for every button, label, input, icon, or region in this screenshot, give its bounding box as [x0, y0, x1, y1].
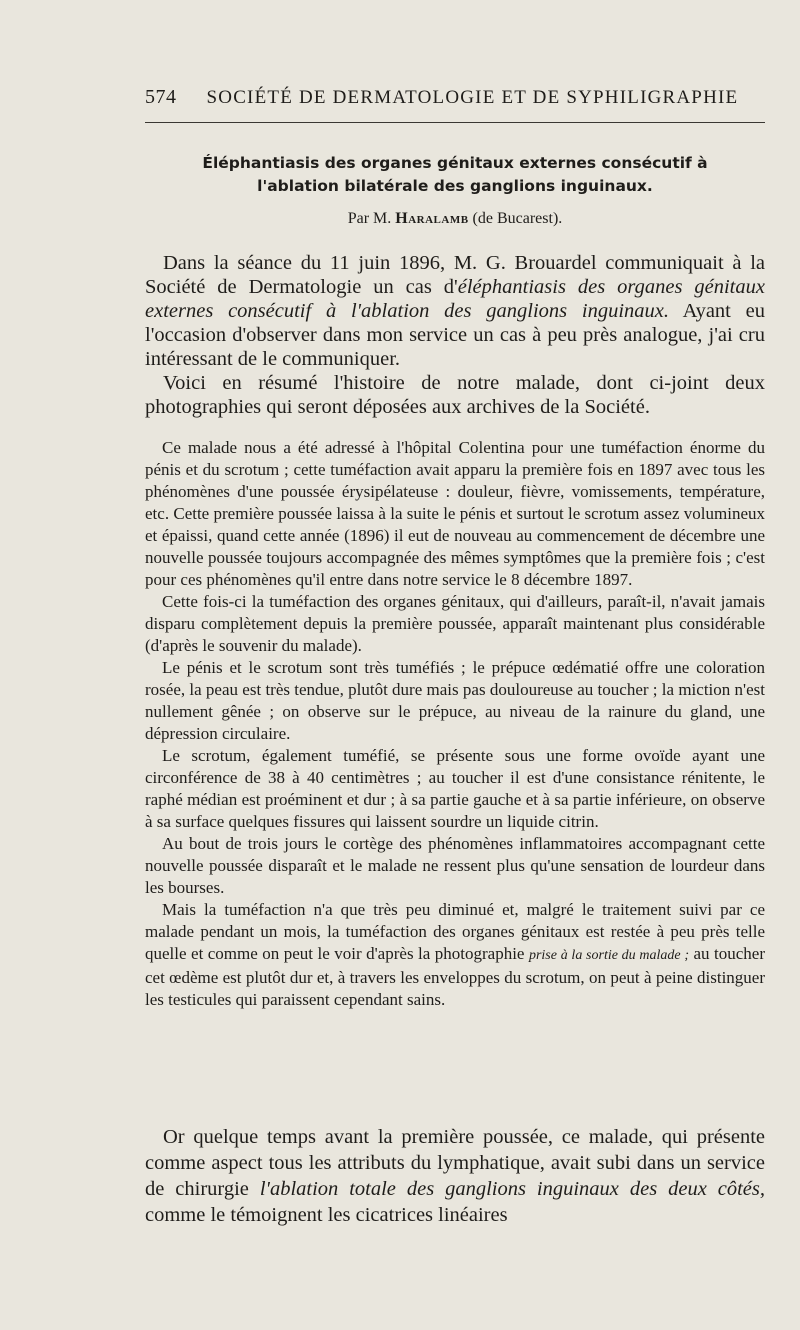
header-rule	[145, 122, 765, 123]
byline-author: Haralamb	[395, 210, 469, 227]
running-header	[145, 86, 765, 109]
closing-section	[145, 1124, 765, 1228]
article-title	[145, 152, 765, 198]
intro-p1-text: Dans la séance du 11 juin 1896, M. G. Brouardel communiquait à la Société de Dermatologie un cas d'	[145, 252, 765, 298]
article-title-line1: Éléphantiasis des organes génitaux externes consécutif à	[202, 154, 708, 172]
intro-p1-italic: éléphantiasis des organes génitaux externes consécutif à l'ablation des ganglions inguinaux.	[145, 276, 765, 322]
intro-paragraph	[145, 251, 765, 371]
article-title-line2: l'ablation bilatérale des ganglions inguinaux.	[257, 177, 653, 195]
closing-paragraph	[145, 1124, 765, 1228]
case-paragraph: Le pénis et le scrotum sont très tuméfiés ; le prépuce œdématié offre une coloration rosée, la peau est très tendue, plutôt dure mais pas douloureuse au toucher ; la miction n'est nullement gênée ; on observe sur le prépuce, au niveau de la rainure du gland, une dépression circulaire.	[145, 658, 765, 743]
intro-paragraph: Voici en résumé l'histoire de notre malade, dont ci-joint deux photographies qui seront déposées aux archives de la Société.	[145, 372, 765, 418]
case-report	[145, 437, 765, 1011]
case-paragraph: Cette fois-ci la tuméfaction des organes génitaux, qui d'ailleurs, paraît-il, n'avait jamais disparu complètement depuis la première poussée, apparaît maintenant plus considérable (d'après le souvenir du malade).	[145, 592, 765, 655]
closing-text: Or quelque temps avant la première poussée, ce malade, qui présente comme aspect tous les attributs du lymphatique, avait subi dans un service de chirurgie	[145, 1126, 765, 1200]
intro-section	[145, 251, 765, 419]
case-paragraph: Au bout de trois jours le cortège des phénomènes inflammatoires accompagnant cette nouvelle poussée disparaît et le malade ne ressent plus qu'une sensation de lourdeur dans les bourses.	[145, 834, 765, 897]
closing-text-end: comme le témoignent les cicatrices linéaires	[145, 1204, 508, 1226]
closing-italic: l'ablation totale des ganglions inguinaux des deux côtés,	[259, 1178, 765, 1200]
byline	[145, 210, 765, 228]
case-p6-text-end: au toucher cet œdème est plutôt dur et, à travers les enveloppes du scrotum, on peut à peine distinguer les testicules qui paraissent cependant sains.	[145, 944, 765, 1009]
page-number: 574	[145, 86, 177, 108]
byline-suffix: (de Bucarest).	[472, 210, 563, 227]
case-paragraph: Ce malade nous a été adressé à l'hôpital Colentina pour une tuméfaction énorme du pénis et du scrotum ; cette tuméfaction avait apparu la première fois en 1897 avec tous les phénomènes d'une poussée érysipélateuse : douleur, fièvre, vomissements, température, etc. Cette première poussée laissa à la suite le pénis et surtout le scrotum assez volumineux et épaissi, quand cette année (1896) il eut de nouveau au commencement de décembre une nouvelle poussée toujours accompagnée des mêmes symptômes que la première fois ; c'est pour ces phénomènes qu'il entre dans notre service le 8 décembre 1897.	[145, 438, 765, 589]
running-title: SOCIÉTÉ DE DERMATOLOGIE ET DE SYPHILIGRAPHIE	[206, 87, 739, 108]
byline-prefix: Par M.	[347, 210, 392, 227]
case-paragraph: Le scrotum, également tuméfié, se présente sous une forme ovoïde ayant une circonférence de 38 à 40 centimètres ; au toucher il est d'une consistance rénitente, le raphé médian est proéminent et dur ; à sa partie gauche et à sa partie inférieure, on observe à sa surface quelques fissures qui laissent sourdre un liquide citrin.	[145, 746, 765, 831]
intro-p1-text-end: Ayant eu l'occasion d'observer dans mon service un cas à peu près analogue, j'ai cru intéressant de le communiquer.	[145, 300, 765, 370]
case-p6-italic: prise à la sortie du malade ;	[528, 948, 690, 963]
case-paragraph	[145, 899, 765, 1011]
case-p6-text: Mais la tuméfaction n'a que très peu diminué et, malgré le traitement suivi par ce malade pendant un mois, la tuméfaction des organes génitaux est restée à peu près telle quelle et comme on peut le voir d'après la photographie	[145, 900, 765, 963]
